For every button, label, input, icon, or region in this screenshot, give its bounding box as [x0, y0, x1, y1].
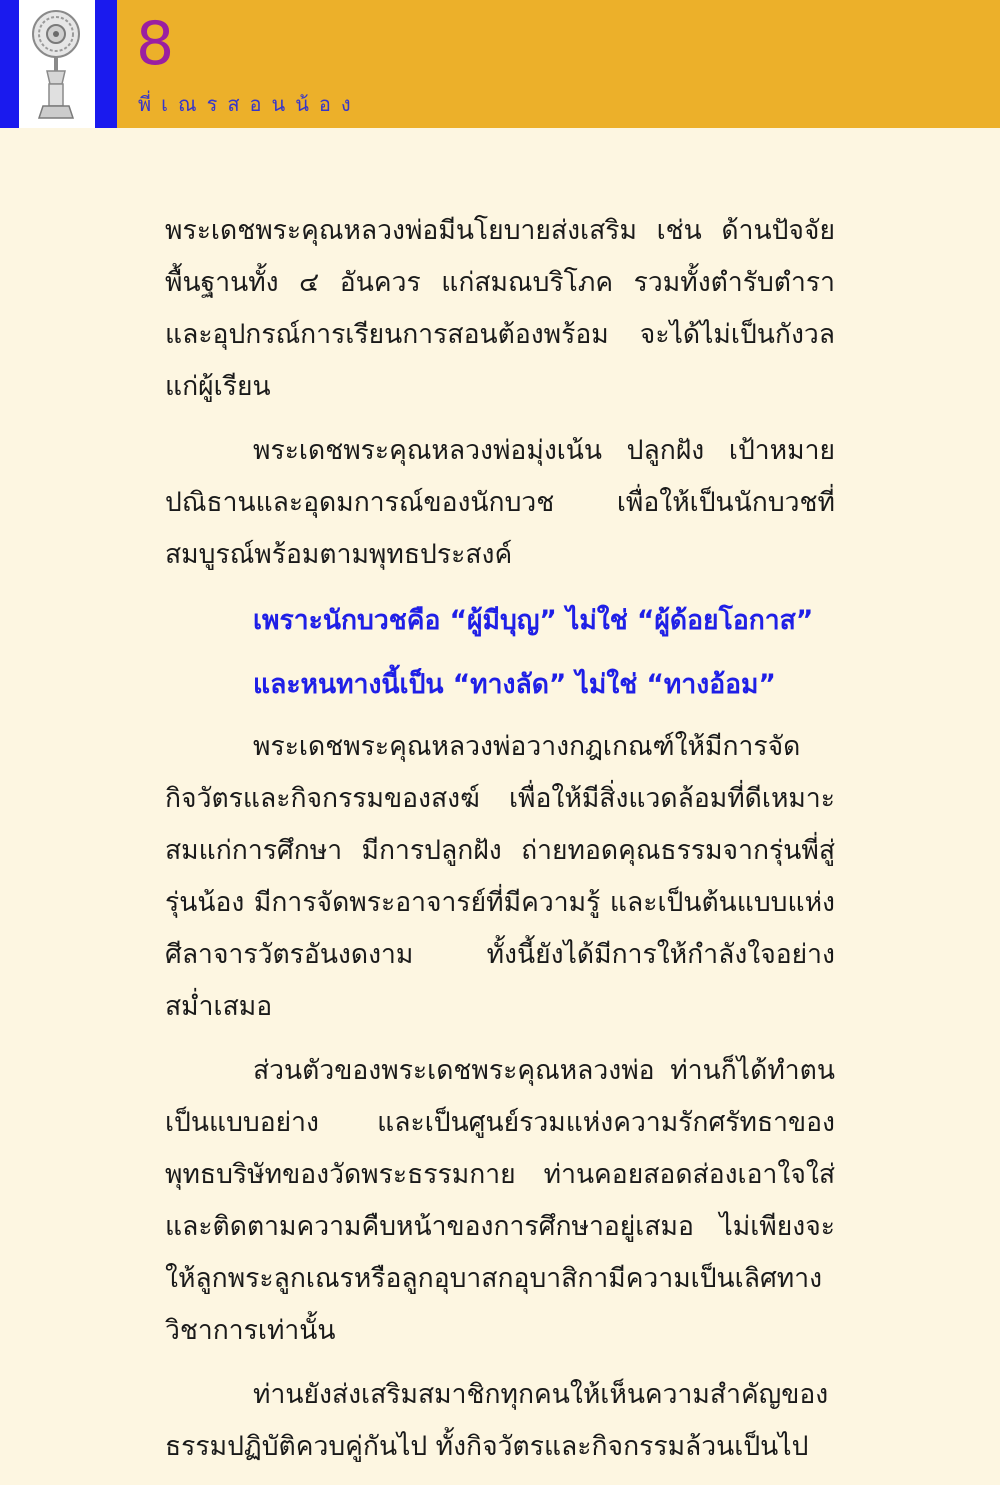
- paragraph-role-model: ส่วนตัวของพระเดชพระคุณหลวงพ่อ ท่านก็ได้ทำตนเป็นแบบอย่าง และเป็นศูนย์รวมแห่งความรักศรัทธาของพุทธบริษัทของวัดพระธรรมกาย ท่านคอยสอดส่องเอาใจใส่และติดตามความคืบหน้าของการศึกษาอยู่เสมอ ไม่เพียงจะให้ลูกพระลูกเณรหรือลูกอุบาสกอุบาสิกามีความเป็นเลิศทางวิชาการเท่านั้น: [165, 1055, 835, 1346]
- highlight-quote-2: และหนทางนี้เป็น “ทางลัด” ไม่ใช่ “ทางอ้อม”: [253, 669, 776, 700]
- header-blue-stripe-left: [0, 0, 19, 128]
- highlight-quote-1: เพราะนักบวชคือ “ผู้มีบุญ” ไม่ใช่ “ผู้ด้อยโอกาส”: [253, 605, 814, 636]
- paragraph-rules: พระเดชพระคุณหลวงพ่อวางกฎเกณฑ์ให้มีการจัดกิจวัตรและกิจกรรมของสงฆ์ เพื่อให้มีสิ่งแวดล้อมที่ดีเหมาะสมแก่การศึกษา มีการปลูกฝัง ถ่ายทอดคุณธรรมจากรุ่นพี่สู่รุ่นน้อง มีการจัดพระอาจารย์ที่มีความรู้ และเป็นต้นแบบแห่งศีลาจารวัตรอันงดงาม ทั้งนี้ยังได้มีการให้กำลังใจอย่างสม่ำเสมอ: [165, 731, 835, 1022]
- header-blue-stripe-right: [95, 0, 117, 128]
- page-body: [165, 205, 835, 1485]
- page-number: 8: [136, 9, 175, 79]
- dharma-wheel-emblem-icon: [27, 6, 85, 124]
- paragraph-support-policy: พระเดชพระคุณหลวงพ่อมีนโยบายส่งเสริม เช่น ด้านปัจจัยพื้นฐานทั้ง ๔ อันควร แก่สมณบริโภค รวมทั้งตำรับตำรา และอุปกรณ์การเรียนการสอนต้องพร้อม จะได้ไม่เป็นกังวลแก่ผู้เรียน: [165, 215, 835, 402]
- paragraph-ideals: พระเดชพระคุณหลวงพ่อมุ่งเน้น ปลูกฝัง เป้าหมาย ปณิธานและอุดมการณ์ของนักบวช เพื่อให้เป็นนักบวชที่สมบูรณ์พร้อมตามพุทธประสงค์: [165, 435, 835, 570]
- paragraph-practice: ท่านยังส่งเสริมสมาชิกทุกคนให้เห็นความสำคัญของธรรมปฏิบัติควบคู่กันไป ทั้งกิจวัตรและกิจกรรมล้วนเป็นไป: [165, 1379, 829, 1462]
- book-title: พี่เณรสอนน้อง: [138, 92, 361, 116]
